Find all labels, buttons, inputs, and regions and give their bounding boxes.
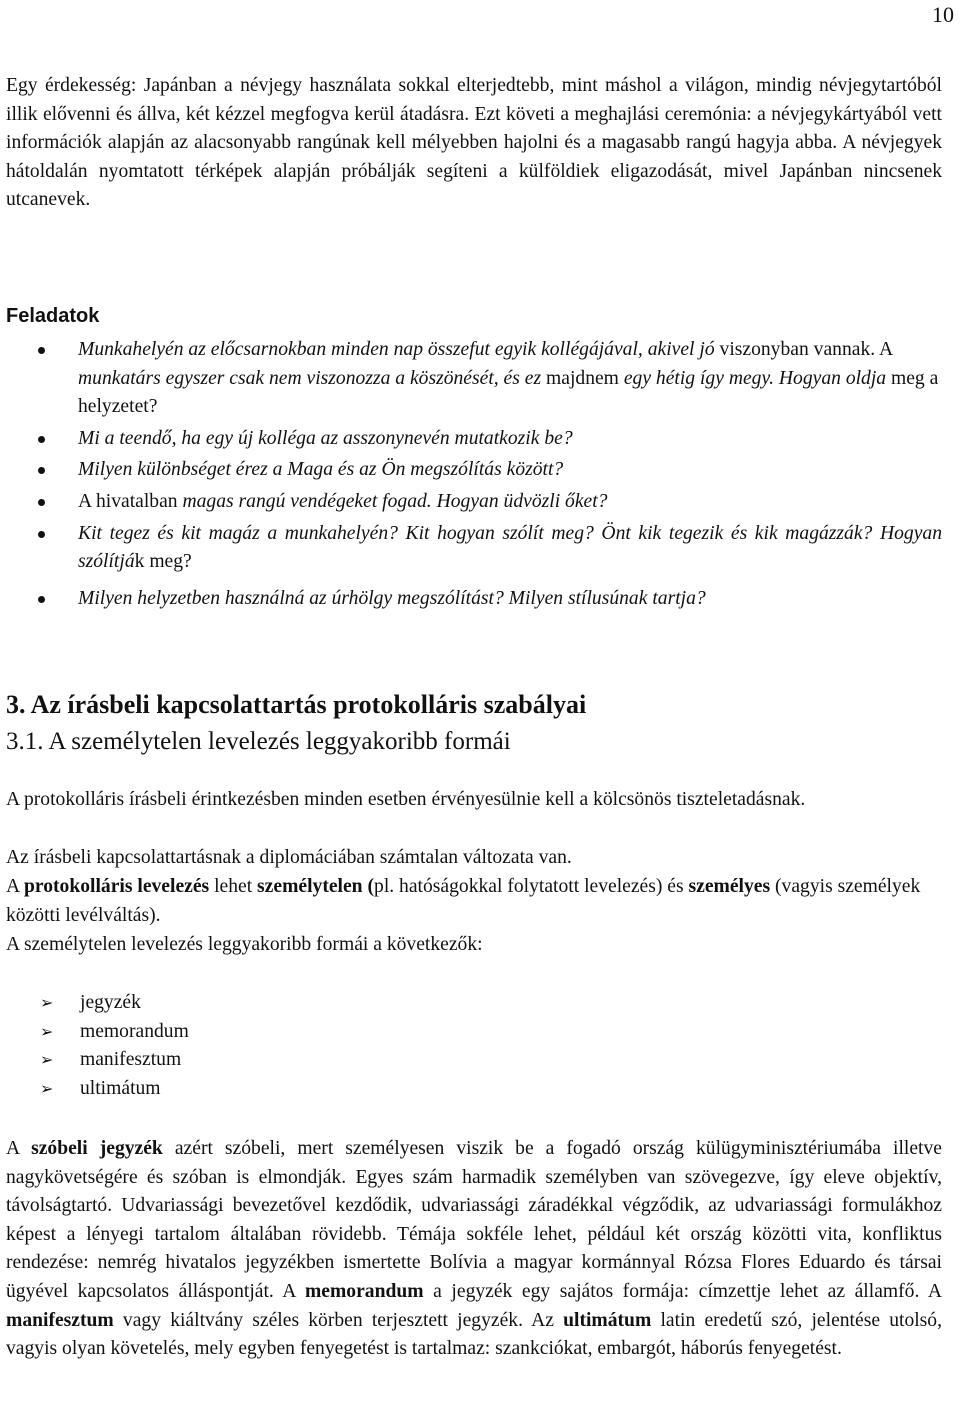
bullet-icon: [38, 467, 45, 474]
task-text: meg a helyzetet?: [78, 367, 939, 418]
task-item: [0, 425, 942, 454]
paragraph-variants: Az írásbeli kapcsolattartásnak a diplomáciában számtalan változata van.: [6, 847, 572, 868]
task-item: [0, 456, 942, 485]
bullet-icon: [38, 596, 45, 603]
task-text: magas rangú vendégeket fogad. Hogyan üdvözli őket?: [182, 490, 608, 512]
task-text: munkatárs egyszer csak nem viszonozza a köszönését, és ez: [78, 367, 547, 389]
bullet-icon: [38, 347, 45, 354]
list-item: ➢ manifesztum: [0, 1046, 189, 1075]
forms-list: [0, 989, 189, 1103]
section-heading: 3. Az írásbeli kapcsolattartás protokolláris szabályai: [6, 690, 587, 719]
paragraph-forms-intro: A személytelen levelezés leggyakoribb formái a következők:: [6, 934, 483, 955]
bullet-icon: [38, 436, 45, 443]
task-text: Milyen helyzetben használná az úrhölgy megszólítást? Milyen stílusúnak tartja?: [78, 587, 706, 609]
list-item: ➢ ultimátum: [0, 1075, 189, 1104]
paragraph-letter-types: A protokolláris levelezés lehet személytelen (pl. hatóságokkal folytatott levelezés) és személyes (vagyis személyek közötti levélváltás).: [6, 876, 921, 926]
task-text: A hivatalban: [78, 490, 183, 512]
intro-paragraph: Egy érdekesség: Japánban a névjegy használata sokkal elterjedtebb, mint máshol a világon, mindig névjegytartóból illik elővenni és állva, két kézzel megfogva kerül átadásra. Ezt követi a meghajlási ceremónia: a névjegykártyából vett információk alapján az alacsonyabb rangúnak kell mélyebben hajolni és a magasabb rangú hagyja abba. A névjegyek hátoldalán nyomtatott térképek alapján próbálják segíteni a külföldiek eligazodását, mivel Japánban nincsenek utcanevek.: [6, 75, 942, 211]
page-number: 10: [932, 2, 954, 27]
task-item: [0, 488, 942, 517]
arrow-bullet-icon: ➢: [40, 1078, 54, 1098]
task-item: [0, 520, 942, 577]
list-item: ➢ jegyzék: [0, 989, 189, 1018]
bullet-icon: [38, 499, 45, 506]
paragraph-respect: A protokolláris írásbeli érintkezésben minden esetben érvényesülnie kell a kölcsönös tiszteletadásnak.: [6, 789, 806, 810]
tasks-heading: Feladatok: [6, 305, 100, 327]
task-text: Milyen különbséget érez a Maga és az Ön megszólítás között?: [78, 459, 564, 481]
task-text: Kit tegez és kit magáz a munkahelyén? Kit hogyan szólít meg? Önt kik tegezik és kik magázzák? Hogyan szólítjá: [78, 522, 942, 573]
arrow-bullet-icon: ➢: [40, 1050, 54, 1070]
task-item: [0, 585, 942, 614]
list-item: ➢ memorandum: [0, 1018, 189, 1047]
tasks-list: [0, 336, 942, 616]
task-text: majdnem: [546, 367, 624, 389]
paragraph-oral-note: A szóbeli jegyzék azért szóbeli, mert személyesen viszik be a fogadó ország külügyminisztériumába illetve nagykövetségére és szóban is elmondják. Egyes szám harmadik személyben van szövegezve, így eleve objektív, távolságtartó. Udvariassági bevezetővel kezdődik, udvariassági záradékkal végződik, az udvariassági formulákhoz képest a lényegi tartalom általában rövidebb. Témája sokféle lehet, például két ország közötti vita, konfliktus rendezése: nemrég hivatalos jegyzékben ismertette Bolívia a magyar kormánnyal Rózsa Flores Eduardo és társai ügyével kapcsolatos álláspontját. A memorandum a jegyzék egy sajátos formája: címzettje lehet az államfő. A manifesztum vagy kiáltvány széles körben terjesztett jegyzék. Az ultimátum latin eredetű szó, jelentése utolsó, vagyis olyan követelés, mely egyben fenyegetést is tartalmaz: szankciókat, embargót, háborús fenyegetést.: [6, 1138, 943, 1360]
task-text: viszonyban vannak. A: [719, 339, 893, 360]
task-item: [0, 336, 942, 422]
task-text: k meg?: [134, 551, 192, 573]
subsection-heading: 3.1. A személytelen levelezés leggyakoribb formái: [6, 728, 511, 755]
task-text: Munkahelyén az előcsarnokban minden nap összefut egyik kollégájával, akivel jó: [78, 339, 720, 360]
task-text: egy hétig így megy. Hogyan oldja: [623, 367, 891, 389]
bullet-icon: [38, 531, 45, 538]
arrow-bullet-icon: ➢: [40, 993, 54, 1012]
task-text: Mi a teendő, ha egy új kolléga az asszonynevén mutatkozik be?: [78, 427, 573, 449]
arrow-bullet-icon: ➢: [40, 1021, 54, 1041]
